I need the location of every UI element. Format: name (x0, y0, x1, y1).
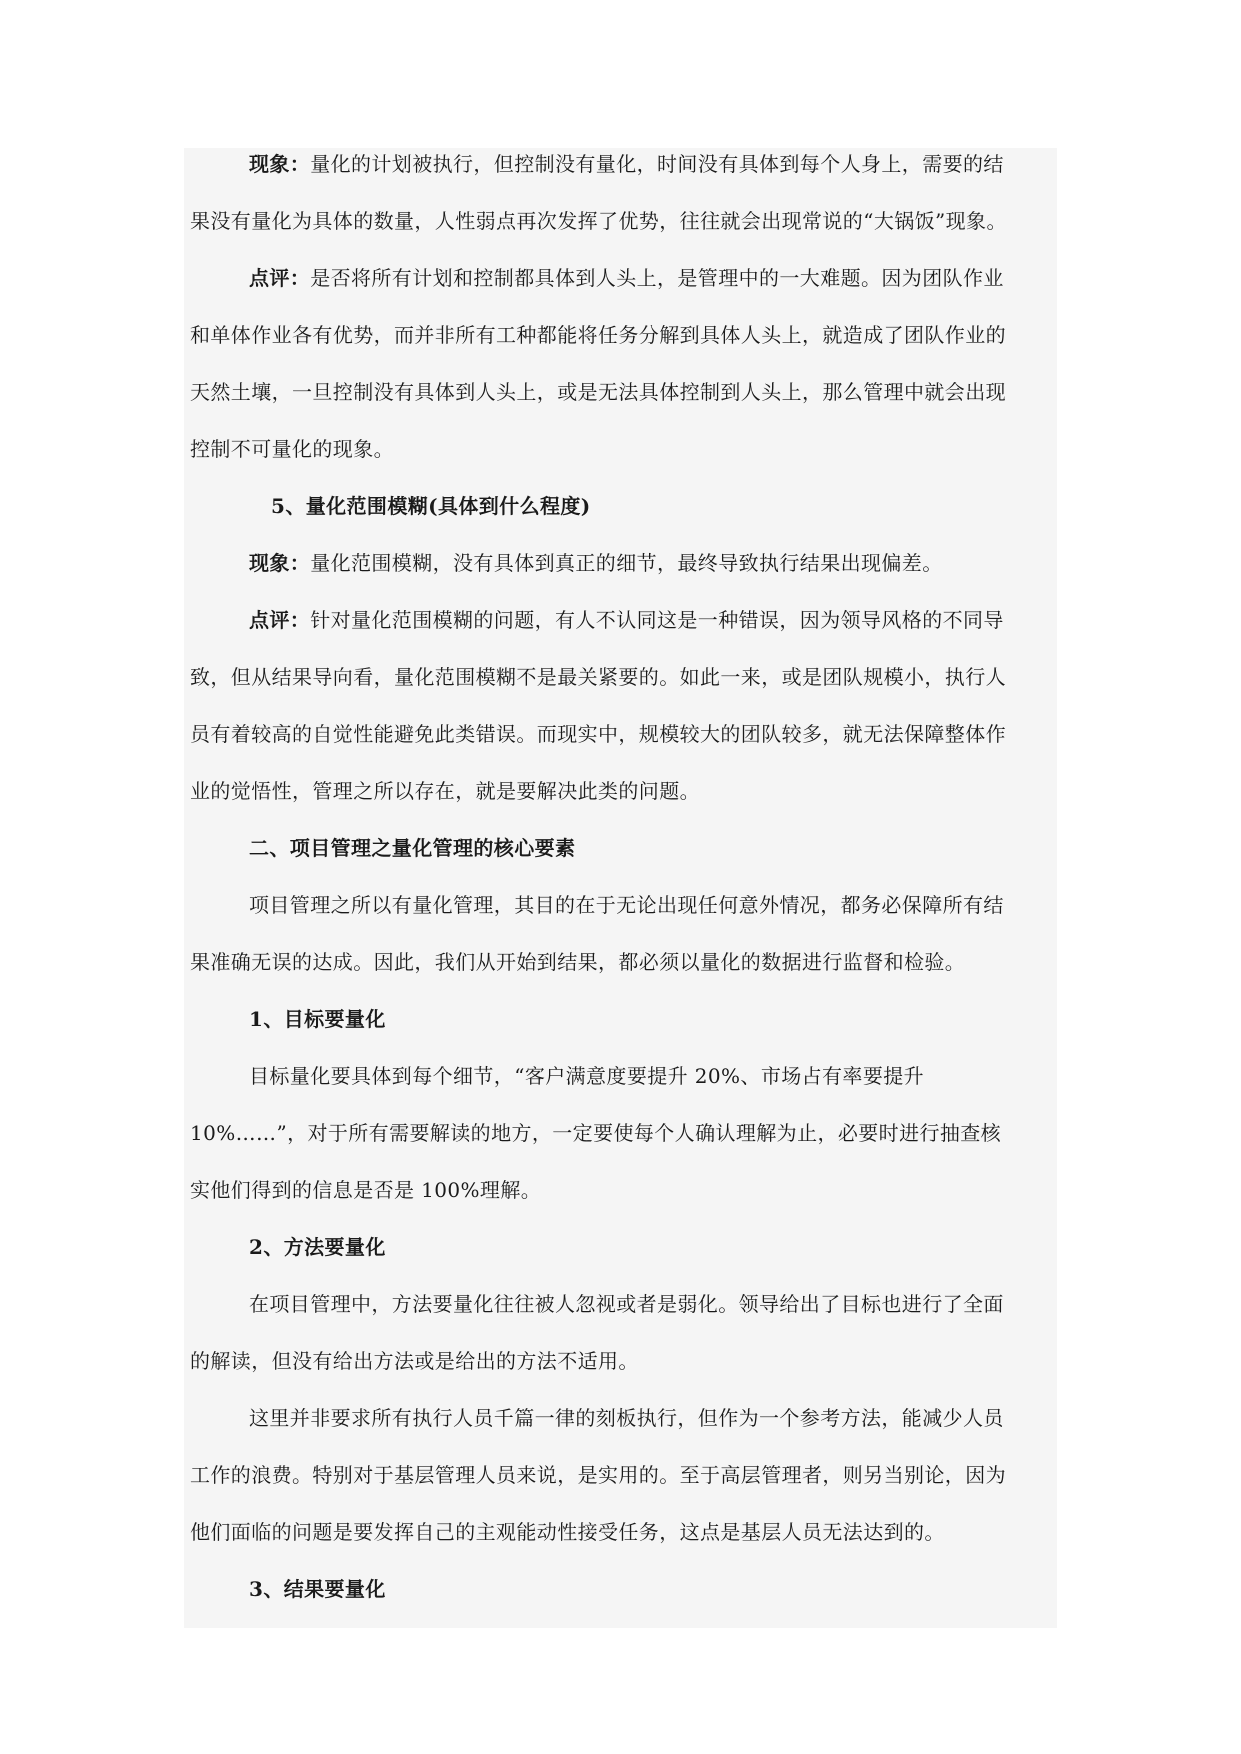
paragraph-text: 量化的计划被执行，但控制没有量化，时间没有具体到每个人身上，需要的结 (310, 152, 1004, 176)
paragraph-comment-1-line-2: 和单体作业各有优势，而并非所有工种都能将任务分解到具体人头上，就造成了团队作业的 (190, 323, 1006, 347)
paragraph-goal-line-2: 10%……”，对于所有需要解读的地方，一定要使每个人确认理解为止，必要时进行抽查核 (190, 1121, 1002, 1145)
section-2-heading: 二、项目管理之量化管理的核心要素 (249, 836, 576, 860)
phenomenon-label: 现象： (249, 152, 311, 176)
paragraph-method-detail-line-1: 这里并非要求所有执行人员千篇一律的刻板执行，但作为一个参考方法，能减少人员 (249, 1406, 1004, 1430)
paragraph-intro-line-1: 项目管理之所以有量化管理，其目的在于无论出现任何意外情况，都务必保障所有结 (249, 893, 1004, 917)
paragraph-method-detail-line-3: 他们面临的问题是要发挥自己的主观能动性接受任务，这点是基层人员无法达到的。 (190, 1520, 945, 1544)
paragraph-comment-2-line-3: 员有着较高的自觉性能避免此类错误。而现实中，规模较大的团队较多，就无法保障整体作 (190, 722, 1006, 746)
paragraph-text: 针对量化范围模糊的问题，有人不认同这是一种错误，因为领导风格的不同导 (310, 608, 1004, 632)
paragraph-goal-line-1: 目标量化要具体到每个细节，“客户满意度要提升 20%、市场占有率要提升 (249, 1064, 925, 1088)
paragraph-phenomenon-1-line-2: 果没有量化为具体的数量，人性弱点再次发挥了优势，往往就会出现常说的“大锅饭”现象。 (190, 209, 1007, 233)
paragraph-method-detail-line-2: 工作的浪费。特别对于基层管理人员来说，是实用的。至于高层管理者，则另当别论，因为 (190, 1463, 1006, 1487)
paragraph-text: 量化范围模糊，没有具体到真正的细节，最终导致执行结果出现偏差。 (310, 551, 943, 575)
paragraph-phenomenon-1-line-1 (249, 150, 1004, 178)
paragraph-comment-2-line-1 (249, 606, 1004, 634)
subheading-goal-quantify: 1、目标要量化 (249, 1007, 386, 1031)
paragraph-phenomenon-2 (249, 549, 943, 577)
subheading-method-quantify: 2、方法要量化 (249, 1235, 386, 1259)
paragraph-comment-1-line-3: 天然土壤，一旦控制没有具体到人头上，或是无法具体控制到人头上，那么管理中就会出现 (190, 380, 1006, 404)
phenomenon-label: 现象： (249, 551, 311, 575)
comment-label: 点评： (249, 266, 311, 290)
paragraph-comment-2-line-4: 业的觉悟性，管理之所以存在，就是要解决此类的问题。 (190, 779, 700, 803)
paragraph-text: 是否将所有计划和控制都具体到人头上，是管理中的一大难题。因为团队作业 (310, 266, 1004, 290)
paragraph-intro-line-2: 果准确无误的达成。因此，我们从开始到结果，都必须以量化的数据进行监督和检验。 (190, 950, 966, 974)
comment-label: 点评： (249, 608, 311, 632)
paragraph-comment-2-line-2: 致，但从结果导向看，量化范围模糊不是最关紧要的。如此一来，或是团队规模小，执行人 (190, 665, 1006, 689)
paragraph-comment-1-line-1 (249, 264, 1004, 292)
paragraph-method-line-2: 的解读，但没有给出方法或是给出的方法不适用。 (190, 1349, 639, 1373)
heading-5-scope-vague: 5、量化范围模糊(具体到什么程度) (271, 494, 591, 518)
subheading-result-quantify: 3、结果要量化 (249, 1577, 386, 1601)
paragraph-comment-1-line-4: 控制不可量化的现象。 (190, 437, 394, 461)
paragraph-goal-line-3: 实他们得到的信息是否是 100%理解。 (190, 1178, 542, 1202)
paragraph-method-line-1: 在项目管理中，方法要量化往往被人忽视或者是弱化。领导给出了目标也进行了全面 (249, 1292, 1004, 1316)
